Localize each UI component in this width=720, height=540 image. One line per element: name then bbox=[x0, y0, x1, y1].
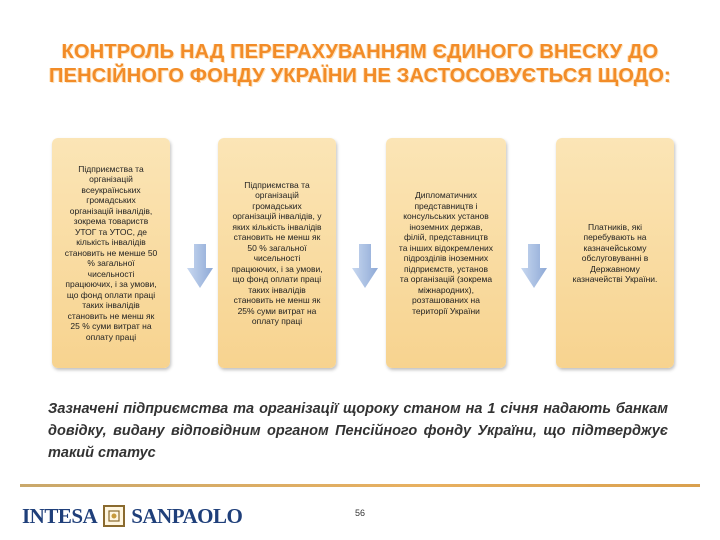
card-treasury-payers bbox=[556, 138, 674, 368]
card-text: Підприємства та організацій всеукраїнських громадських організацій інвалідів, зокрема товариств УТОГ та УТОС, де кількість інвалідів становить не менше 50 % загальної чисельності працюючих, і за умови, що фонд оплати праці таких інвалідів становить не менш як 25 % суми витрат на оплату праці bbox=[64, 163, 158, 342]
status-note: Зазначені підприємства та організації щороку станом на 1 січня надають банкам довідку, видану відповідним органом Пенсійного фонду України, що підтверджує такий статус bbox=[48, 401, 668, 461]
logo-right-text: SANPAOLO bbox=[131, 503, 243, 528]
page-number: 56 bbox=[354, 508, 365, 518]
card-all-ukrainian-disability-orgs bbox=[52, 138, 170, 368]
card-text: Підприємства та організацій громадських організацій інвалідів, у яких кількість інвалідів становить не менш як 50 % загальної чисельності працюючих, і за умови, що фонд оплати праці таких інвалідів становить не менш як 25% суми витрат на оплату праці bbox=[231, 179, 323, 326]
footer-divider bbox=[20, 484, 700, 487]
card-diplomatic-missions bbox=[386, 138, 506, 368]
down-arrow-icon bbox=[187, 244, 213, 288]
card-text: Дипломатичних представництв і консульських установ іноземних держав, філій, представництв та інших відокремлених підрозділів іноземних підприємств, установ та організацій (зокрема міжнародних), розташованих на території України bbox=[398, 190, 494, 316]
down-arrow-icon bbox=[521, 244, 547, 288]
logo-emblem-icon bbox=[103, 505, 125, 527]
card-public-disability-orgs bbox=[218, 138, 336, 368]
slide-title: КОНТРОЛЬ НАД ПЕРЕРАХУВАННЯМ ЄДИНОГО ВНЕСКУ ДО ПЕНСІЙНОГО ФОНДУ УКРАЇНИ НЕ ЗАСТОСОВУЄТЬСЯ ЩОДО: bbox=[49, 41, 671, 87]
card-text: Платників, які перебувають на казначейському обслуговуванні в Державному казначействі України. bbox=[572, 221, 658, 284]
down-arrow-icon bbox=[352, 244, 378, 288]
intesa-sanpaolo-logo bbox=[22, 500, 242, 532]
logo-left-text: INTESA bbox=[22, 503, 98, 528]
